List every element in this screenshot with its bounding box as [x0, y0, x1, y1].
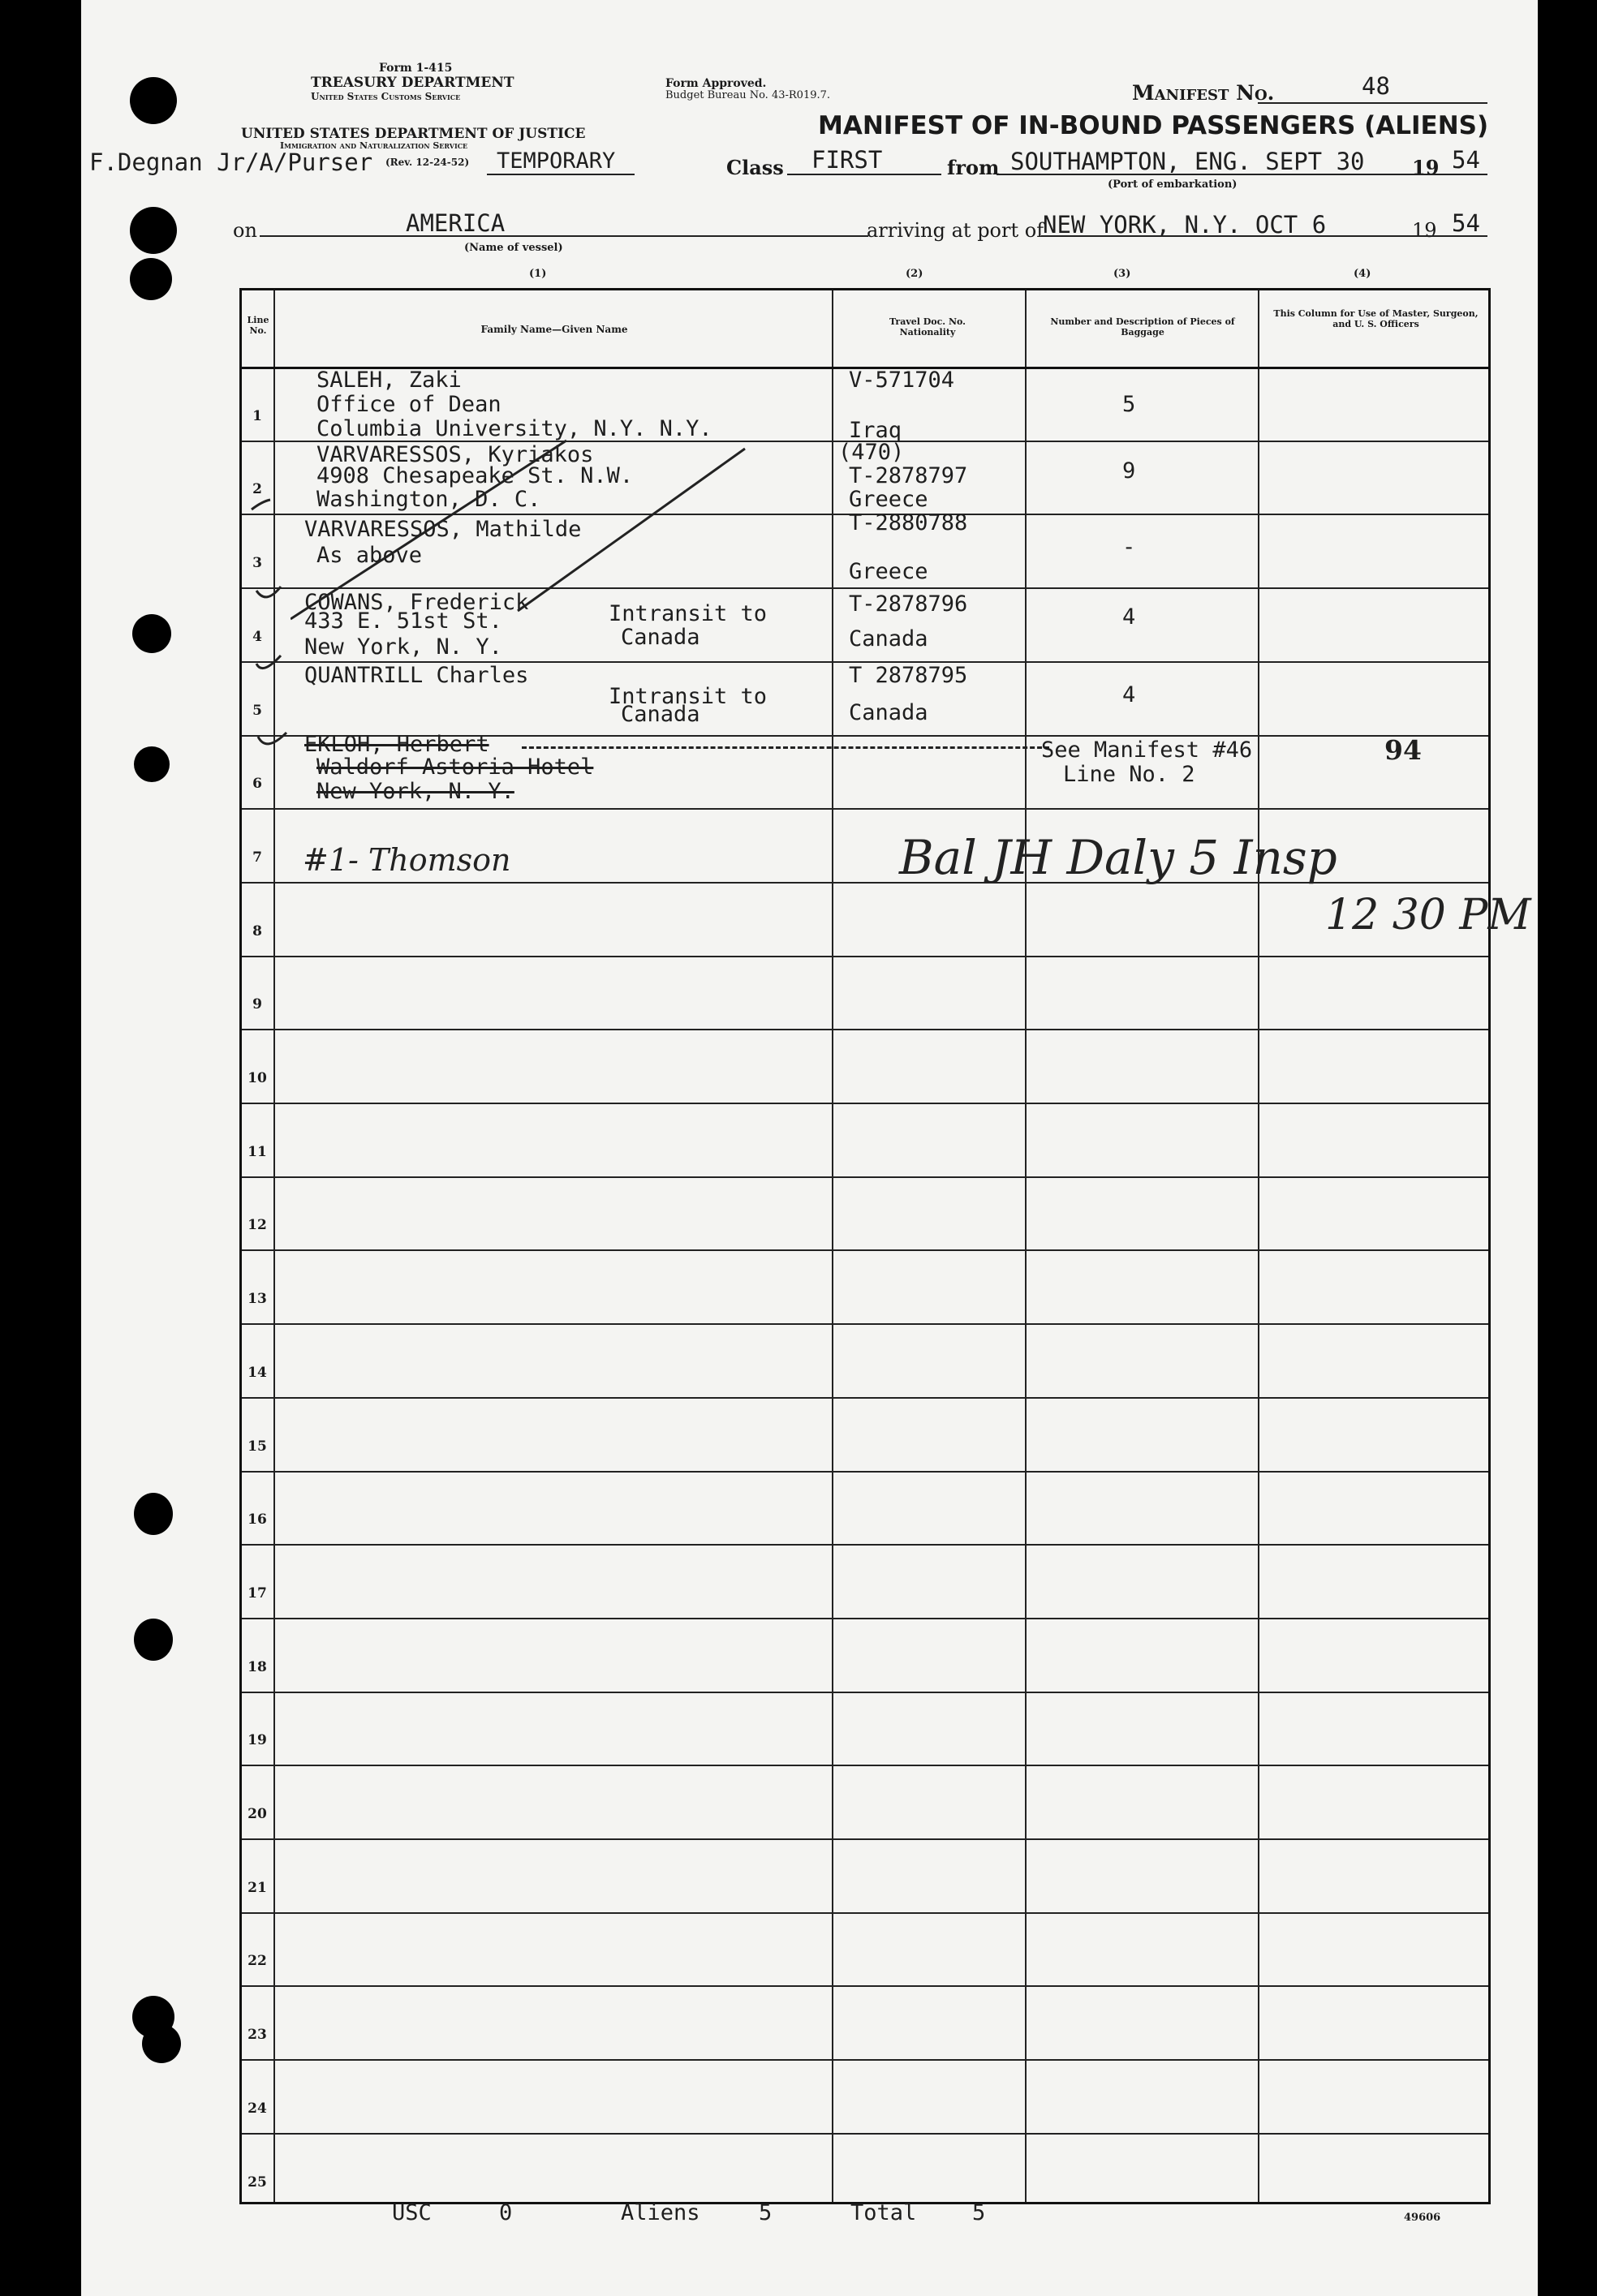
- justice-department: UNITED STATES DEPARTMENT OF JUSTICE: [241, 126, 586, 142]
- row3-doc: T-2880788: [849, 510, 968, 535]
- row6-officer-note: 94: [1384, 734, 1422, 766]
- line-number: 1: [252, 408, 262, 424]
- line-number: 10: [248, 1070, 267, 1086]
- footer-total-label: Total: [850, 2200, 917, 2225]
- arriving-label: arriving at port of: [867, 219, 1044, 242]
- line-number: 15: [248, 1438, 267, 1455]
- footer-aliens-value: 5: [759, 2200, 773, 2225]
- row2-baggage: 9: [1122, 458, 1136, 484]
- row1-name: SALEH, Zaki: [316, 368, 462, 393]
- punch-hole: [134, 1493, 173, 1535]
- vessel-name: AMERICA: [406, 209, 506, 237]
- row-divider: [242, 956, 1488, 957]
- manifest-no-line: [1258, 102, 1487, 104]
- line-number: 23: [248, 2027, 267, 2043]
- row3-address: As above: [316, 543, 423, 568]
- line-number: 19: [248, 1732, 267, 1748]
- row6-line-no: Line No. 2: [1063, 762, 1195, 787]
- cancel-stroke-icon: [518, 449, 745, 611]
- check-mark-icon: [252, 500, 270, 510]
- row2-nationality: Greece: [849, 487, 928, 512]
- line-number: 24: [248, 2100, 267, 2117]
- row-divider: [242, 1103, 1488, 1104]
- row5-intransit: Intransit to: [609, 684, 768, 709]
- row-divider: [242, 1692, 1488, 1693]
- line-number: 9: [252, 996, 262, 1013]
- row4-doc: T-2878796: [849, 591, 968, 617]
- row-divider: [242, 1985, 1488, 1987]
- cancellation-strokes: [291, 416, 940, 660]
- revision-date: (Rev. 12-24-52): [385, 157, 470, 168]
- row7-handwritten-name: #1- Thomson: [303, 842, 511, 878]
- line-number: 17: [248, 1585, 267, 1602]
- row6-dashes: [522, 746, 1049, 749]
- arrival-port: NEW YORK, N.Y. OCT 6: [1043, 211, 1327, 239]
- footer-usc-label: USC: [392, 2200, 432, 2225]
- check-mark-icon: [256, 587, 281, 597]
- row6-name: EKLOH, Herbert: [304, 732, 489, 757]
- row4-baggage: 4: [1122, 604, 1136, 630]
- line-number: 6: [252, 776, 262, 792]
- row-divider: [242, 1249, 1488, 1251]
- line-number: 11: [248, 1144, 267, 1160]
- line-number: 21: [248, 1880, 267, 1896]
- form-number: Form 1-415: [379, 62, 453, 75]
- cancel-stroke-icon: [291, 441, 566, 619]
- row5-intransit-dest: Canada: [621, 702, 700, 727]
- row5-nationality: Canada: [849, 700, 928, 725]
- line-number: 13: [248, 1291, 267, 1307]
- column-divider: [1258, 290, 1259, 2202]
- manifest-no-value: 48: [1362, 72, 1390, 100]
- arrival-year: 54: [1452, 209, 1480, 237]
- col4-number: (4): [1354, 268, 1371, 280]
- passenger-table: [239, 288, 1531, 2204]
- header-line-no: Line No.: [247, 315, 269, 336]
- row2-address1: 4908 Chesapeake St. N.W.: [316, 463, 634, 488]
- line-number: 20: [248, 1806, 267, 1822]
- form-code: 49606: [1404, 2212, 1441, 2224]
- budget-bureau: Budget Bureau No. 43-R019.7.: [665, 89, 831, 101]
- row-divider: [242, 1176, 1488, 1178]
- punch-hole: [132, 614, 171, 653]
- row6-see-manifest: See Manifest #46: [1041, 737, 1253, 763]
- punch-hole: [134, 1619, 173, 1661]
- line-number: 4: [252, 629, 262, 645]
- header-family-name: Family Name—Given Name: [480, 324, 628, 335]
- immigration-service: Immigration and Naturalization Service: [280, 140, 468, 151]
- line-number: 16: [248, 1511, 267, 1528]
- arrival-year-prefix: 19: [1412, 219, 1437, 242]
- vessel-line: [260, 235, 868, 237]
- port-embarkation-caption: (Port of embarkation): [1108, 178, 1238, 191]
- inspection-time: 12 30 PM: [1325, 891, 1531, 939]
- row-divider: [242, 1029, 1488, 1030]
- form-approved: Form Approved.: [665, 77, 767, 90]
- check-mark-icon: [256, 656, 281, 669]
- line-number: 2: [252, 481, 262, 497]
- row1-address2: Columbia University, N.Y. N.Y.: [316, 416, 712, 441]
- row-divider: [242, 1765, 1488, 1766]
- row-divider: [242, 1618, 1488, 1619]
- row4-nationality: Canada: [849, 626, 928, 651]
- row4-name: COWANS, Frederick: [304, 590, 529, 615]
- line-number: 8: [252, 923, 262, 939]
- inspector-signature: Bal JH Daly 5 Insp: [899, 830, 1337, 885]
- row1-doc: V-571704: [849, 368, 955, 393]
- line-number: 14: [248, 1365, 267, 1381]
- row5-baggage: 4: [1122, 682, 1136, 707]
- from-year: 54: [1452, 146, 1480, 174]
- row-divider: [242, 1471, 1488, 1473]
- col2-number: (2): [906, 268, 923, 280]
- line-number: 18: [248, 1659, 267, 1675]
- row-divider: [242, 2133, 1488, 2135]
- manifest-no-label: Manifest No.: [1132, 81, 1275, 105]
- line-number: 3: [252, 555, 262, 571]
- row-divider: [242, 1838, 1488, 1840]
- vessel-caption: (Name of vessel): [464, 242, 563, 254]
- punch-hole: [130, 258, 172, 300]
- row2-name: VARVARESSOS, Kyriakos: [316, 442, 594, 467]
- check-mark-icon: [258, 733, 286, 744]
- class-label: Class: [726, 156, 784, 179]
- footer-usc-value: 0: [499, 2200, 513, 2225]
- row4-intransit-dest: Canada: [621, 625, 700, 650]
- from-label: from: [947, 156, 1000, 179]
- punch-hole: [142, 2024, 181, 2063]
- row4-intransit: Intransit to: [609, 601, 768, 626]
- row1-baggage: 5: [1122, 392, 1136, 417]
- row-divider: [242, 1323, 1488, 1325]
- punch-hole: [134, 746, 170, 782]
- footer-aliens-label: Aliens: [621, 2200, 700, 2225]
- header-officers: This Column for Use of Master, Surgeon, and U. S. Officers: [1273, 308, 1479, 329]
- line-number: 25: [248, 2174, 267, 2191]
- on-label: on: [233, 219, 257, 242]
- purser-stamp: F.Degnan Jr/A/Purser: [89, 148, 373, 176]
- row5-name: QUANTRILL Charles: [304, 663, 529, 688]
- row6-address2: New York, N. Y.: [316, 779, 514, 804]
- header-travel-doc: Travel Doc. No. Nationality: [889, 316, 966, 338]
- row6-address1: Waldorf Astoria Hotel: [316, 755, 594, 780]
- col3-number: (3): [1113, 268, 1131, 280]
- from-value: SOUTHAMPTON, ENG. SEPT 30: [1010, 148, 1365, 175]
- row-divider: [242, 1544, 1488, 1546]
- class-line: [787, 174, 941, 175]
- row3-nationality: Greece: [849, 559, 928, 584]
- temporary-line: [487, 174, 635, 175]
- row4-address1: 433 E. 51st St.: [304, 608, 502, 634]
- treasury-department: TREASURY DEPARTMENT: [311, 75, 514, 91]
- class-value: FIRST: [811, 146, 883, 174]
- line-number: 5: [252, 703, 262, 719]
- row-divider: [242, 1912, 1488, 1914]
- temporary-stamp: TEMPORARY: [497, 148, 616, 174]
- row-divider: [242, 1397, 1488, 1399]
- column-divider: [1025, 290, 1027, 2202]
- footer-total-value: 5: [972, 2200, 986, 2225]
- row5-doc: T 2878795: [849, 663, 968, 688]
- punch-hole: [130, 77, 177, 124]
- row2-address2: Washington, D. C.: [316, 487, 541, 512]
- punch-hole: [130, 207, 177, 254]
- header-baggage: Number and Description of Pieces of Baggage: [1050, 316, 1235, 338]
- col1-number: (1): [529, 268, 547, 280]
- row2-doc: T-2878797: [849, 463, 968, 488]
- row3-baggage: -: [1122, 535, 1136, 560]
- row1-nationality: Iraq: [849, 418, 902, 443]
- from-line: [997, 174, 1487, 175]
- row4-address2: New York, N. Y.: [304, 634, 502, 660]
- row1-address1: Office of Dean: [316, 392, 501, 417]
- manifest-title: MANIFEST OF IN-BOUND PASSENGERS (ALIENS): [818, 111, 1489, 140]
- line-number: 12: [248, 1217, 267, 1233]
- customs-service: United States Customs Service: [311, 91, 461, 102]
- arrival-line: [1041, 235, 1487, 237]
- line-number: 7: [252, 849, 262, 866]
- from-year-prefix: 19: [1412, 156, 1440, 179]
- line-number: 22: [248, 1953, 267, 1969]
- row-divider: [242, 808, 1488, 810]
- row2-doc-prefix: (470): [838, 440, 905, 465]
- row3-name: VARVARESSOS, Mathilde: [304, 517, 582, 542]
- row-divider: [242, 2059, 1488, 2061]
